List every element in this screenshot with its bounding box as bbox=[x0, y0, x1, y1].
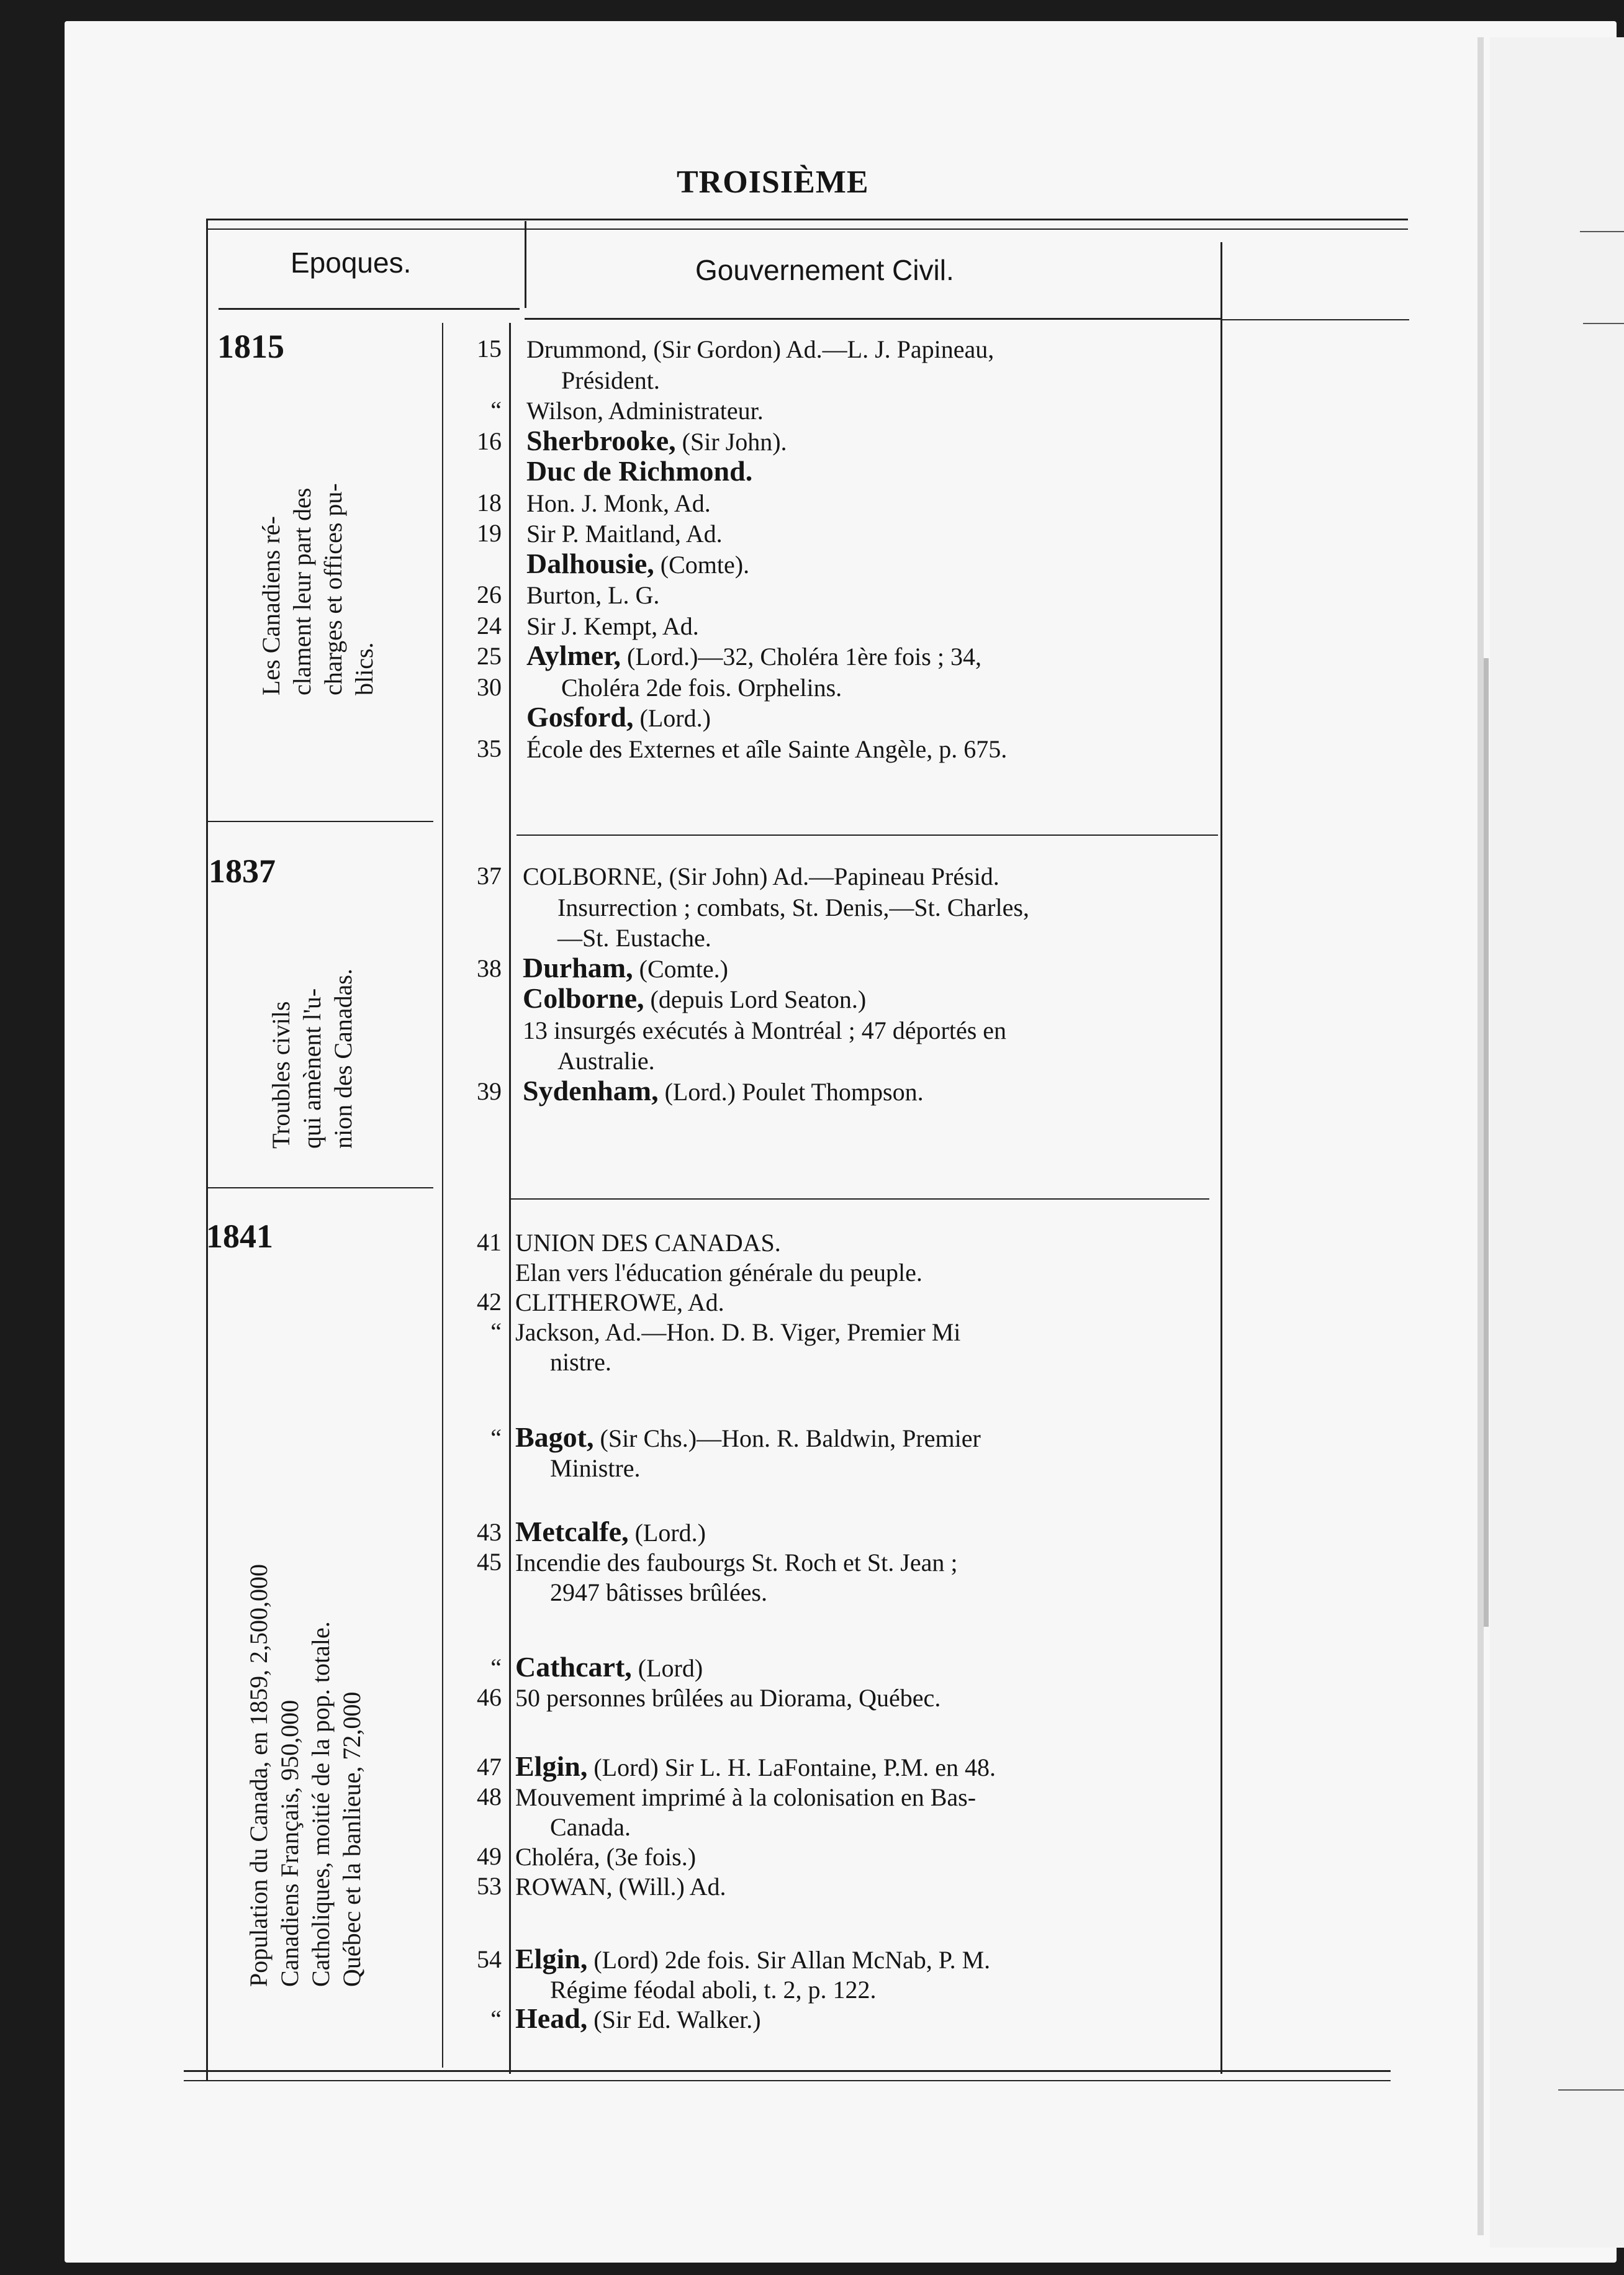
entry-row bbox=[515, 1546, 957, 1578]
period-note: Troubles civils qui amènent l'u- nion des Canadas. bbox=[267, 969, 357, 1149]
entry-year-number: “ bbox=[490, 2005, 502, 2033]
entry-text: Jackson, Ad.—Hon. D. B. Viger, Premier Mi bbox=[515, 1318, 961, 1346]
entry-text: Drummond, (Sir Gordon) Ad.—L. J. Papineau, bbox=[526, 335, 995, 363]
entry-row bbox=[515, 1870, 726, 1902]
entry-row bbox=[526, 487, 711, 518]
entry-text: ROWAN, (Will.) Ad. bbox=[515, 1873, 726, 1901]
entry-year-number: 35 bbox=[477, 734, 502, 762]
page-gutter bbox=[1477, 37, 1484, 2235]
governor-name: Head, bbox=[515, 2002, 588, 2034]
entry-text: Hon. J. Monk, Ad. bbox=[526, 489, 711, 517]
entry-year-number: 46 bbox=[477, 1683, 502, 1711]
entry-year-number: 25 bbox=[477, 642, 502, 670]
entry-row bbox=[526, 579, 659, 610]
entry-text: Choléra 2de fois. Orphelins. bbox=[561, 673, 842, 702]
entry-year-number: 45 bbox=[477, 1548, 502, 1576]
entry-row bbox=[526, 610, 699, 641]
entry-year-number: 49 bbox=[477, 1842, 502, 1870]
governor-name: Gosford, bbox=[526, 701, 634, 733]
entry-text: Sir J. Kempt, Ad. bbox=[526, 612, 699, 640]
table-bottom-rule bbox=[184, 2070, 1391, 2072]
entry-row bbox=[515, 1840, 696, 1872]
column-header-gouvernement: Gouvernement Civil. bbox=[695, 254, 954, 286]
entry-text: Elan vers l'éducation générale du peuple. bbox=[515, 1259, 923, 1287]
entry-text: Sir P. Maitland, Ad. bbox=[526, 520, 723, 548]
entry-year-number: 41 bbox=[477, 1228, 502, 1256]
entry-row bbox=[515, 1226, 781, 1258]
entry-text: (Lord.)—32, Choléra 1ère fois ; 34, bbox=[621, 643, 981, 671]
entry-row bbox=[515, 1422, 981, 1454]
entry-year-number: 30 bbox=[477, 672, 502, 701]
entry-year-number: 19 bbox=[477, 519, 502, 547]
entry-year-number: 53 bbox=[477, 1872, 502, 1900]
entry-row bbox=[526, 364, 660, 396]
entry-text: (Comte.) bbox=[633, 954, 728, 983]
entry-text: (Lord) Sir L. H. LaFontaine, P.M. en 48. bbox=[587, 1753, 996, 1781]
facing-page-rule bbox=[1580, 231, 1624, 232]
entry-text: Régime féodal aboli, t. 2, p. 122. bbox=[550, 1976, 877, 2004]
entry-text: Président. bbox=[561, 366, 660, 394]
entry-row bbox=[515, 1681, 941, 1713]
entry-text: nistre. bbox=[550, 1348, 611, 1376]
table-bottom-rule-double bbox=[184, 2080, 1391, 2081]
table-top-rule-double bbox=[207, 228, 1408, 230]
header-divider bbox=[525, 221, 526, 308]
governor-name: Metcalfe, bbox=[515, 1516, 629, 1547]
entry-row bbox=[515, 1316, 960, 1347]
entry-row bbox=[515, 1973, 876, 2005]
entry-text: Canada. bbox=[550, 1813, 631, 1841]
period-note: Population du Canada, en 1859, 2,500,000 Canadiens Français, 950,000 Catholiques, moitié de la pop. totale. Québec et la banlieue, 72,000 bbox=[245, 1563, 366, 1987]
entry-year-number: “ bbox=[490, 396, 502, 424]
entry-row bbox=[526, 733, 1007, 764]
entry-year-number: 26 bbox=[477, 581, 502, 608]
entry-year-number: 39 bbox=[477, 1077, 502, 1105]
governor-name: Sherbrooke, bbox=[526, 424, 676, 456]
entry-row bbox=[526, 394, 764, 426]
entry-text: Wilson, Administrateur. bbox=[526, 397, 764, 425]
entry-row bbox=[515, 1751, 996, 1783]
entry-year-number: 47 bbox=[477, 1753, 502, 1781]
entry-text: École des Externes et aîle Sainte Angèle, p. 675. bbox=[526, 735, 1008, 763]
entry-row bbox=[515, 1452, 641, 1483]
header-bottom-rule-left bbox=[219, 308, 520, 310]
entry-text: Ministre. bbox=[550, 1454, 641, 1482]
entry-row bbox=[515, 1576, 767, 1608]
entry-year-number: 43 bbox=[477, 1518, 502, 1546]
entry-text: Mouvement imprimé à la colonisation en Bas- bbox=[515, 1783, 977, 1811]
entry-text: (Sir John). bbox=[675, 427, 787, 456]
entry-row bbox=[526, 671, 842, 703]
entry-row bbox=[515, 1943, 990, 1975]
entry-row bbox=[515, 1286, 724, 1318]
entry-text: Incendie des faubourgs St. Roch et St. Jean ; bbox=[515, 1549, 958, 1576]
entry-year-number: 37 bbox=[477, 862, 502, 890]
entry-text: (Lord.) bbox=[633, 704, 711, 732]
entry-row bbox=[523, 891, 1029, 923]
column-header-epoques: Epoques. bbox=[291, 246, 412, 279]
entry-text: Choléra, (3e fois.) bbox=[515, 1843, 697, 1871]
period-separator-right bbox=[510, 1198, 1209, 1200]
entry-year-number: 15 bbox=[477, 335, 502, 363]
entry-row bbox=[523, 952, 728, 984]
entry-row bbox=[523, 1075, 924, 1107]
entry-text: (Sir Chs.)—Hon. R. Baldwin, Premier bbox=[593, 1424, 981, 1452]
entry-year-number: 16 bbox=[477, 427, 502, 455]
entry-year-number: 24 bbox=[477, 611, 502, 640]
entry-year-number: “ bbox=[490, 1318, 502, 1346]
period-year: 1837 bbox=[209, 853, 276, 890]
period-separator-right bbox=[517, 834, 1218, 836]
entry-row bbox=[526, 517, 723, 549]
entry-row bbox=[523, 1014, 1006, 1046]
entry-text: CLITHEROWE, Ad. bbox=[515, 1288, 724, 1316]
facing-page-edge bbox=[1490, 37, 1624, 2248]
entry-row bbox=[523, 983, 866, 1015]
entry-year-number: 54 bbox=[477, 1945, 502, 1973]
table-left-border bbox=[206, 219, 208, 2081]
period-year: 1841 bbox=[206, 1218, 273, 1255]
entry-row bbox=[526, 425, 787, 457]
governor-name: Dalhousie, bbox=[526, 547, 654, 579]
entry-row bbox=[515, 1516, 706, 1548]
entry-year-number: 38 bbox=[477, 954, 502, 982]
outer-rule bbox=[1220, 319, 1409, 320]
entry-row bbox=[526, 548, 749, 580]
binding-shadow bbox=[1484, 658, 1489, 1627]
entry-text: 50 personnes brûlées au Diorama, Québec. bbox=[515, 1684, 941, 1712]
governor-name: Aylmer, bbox=[526, 640, 621, 671]
entry-text: (Comte). bbox=[654, 550, 750, 579]
entry-year-number: 18 bbox=[477, 488, 502, 517]
governor-name: Cathcart, bbox=[515, 1651, 632, 1683]
entry-year-number: 42 bbox=[477, 1288, 502, 1316]
entry-text: Burton, L. G. bbox=[526, 581, 660, 609]
entry-text: 13 insurgés exécutés à Montréal ; 47 déportés en bbox=[523, 1016, 1007, 1044]
governor-name: Elgin, bbox=[515, 1943, 588, 1974]
entry-text: (depuis Lord Seaton.) bbox=[644, 985, 867, 1013]
entry-year-number: “ bbox=[490, 1424, 502, 1452]
entry-row bbox=[515, 1811, 631, 1842]
facing-page-rule bbox=[1558, 2089, 1624, 2091]
entry-row bbox=[515, 1781, 976, 1812]
entry-row bbox=[526, 333, 994, 364]
entry-row bbox=[523, 860, 999, 892]
governor-name: Durham, bbox=[523, 951, 633, 984]
entry-text: UNION DES CANADAS. bbox=[515, 1229, 781, 1257]
entry-row bbox=[515, 1256, 923, 1288]
governor-name: Sydenham, bbox=[523, 1074, 659, 1106]
entry-text: Australie. bbox=[557, 1047, 655, 1075]
period-separator-left bbox=[207, 821, 433, 822]
entry-year-number: “ bbox=[490, 1653, 502, 1681]
period-note: Les Canadiens ré- clament leur part des charges et offices pu- blics. bbox=[257, 483, 378, 695]
period-separator-left bbox=[207, 1187, 433, 1188]
entry-text: —St. Eustache. bbox=[557, 924, 711, 952]
entry-row bbox=[526, 702, 711, 733]
entry-row bbox=[515, 1652, 703, 1683]
page-title: TROISIÈME bbox=[677, 165, 869, 200]
entry-row bbox=[523, 921, 711, 953]
governor-name: Duc de Richmond. bbox=[526, 455, 753, 487]
period-year: 1815 bbox=[217, 328, 284, 365]
governor-name: Elgin, bbox=[515, 1750, 588, 1782]
entry-text: (Lord) 2de fois. Sir Allan McNab, P. M. bbox=[587, 1946, 991, 1974]
governor-name: Bagot, bbox=[515, 1421, 594, 1453]
entry-row bbox=[523, 1044, 655, 1076]
entry-text: (Lord.) Poulet Thompson. bbox=[658, 1077, 924, 1106]
entry-text: (Lord.) bbox=[628, 1519, 706, 1547]
entry-row bbox=[515, 1346, 611, 1377]
table-right-border bbox=[1220, 242, 1222, 2074]
entry-row bbox=[526, 640, 981, 672]
entry-text: 2947 bâtisses brûlées. bbox=[550, 1578, 767, 1606]
entry-text: Insurrection ; combats, St. Denis,—St. Charles, bbox=[557, 893, 1029, 921]
governor-name: Colborne, bbox=[523, 982, 644, 1014]
entry-row bbox=[526, 456, 752, 487]
entry-row bbox=[515, 2003, 761, 2035]
facing-page-rule bbox=[1583, 323, 1624, 324]
header-bottom-rule-right bbox=[525, 318, 1220, 320]
entry-text: COLBORNE, (Sir John) Ad.—Papineau Présid. bbox=[523, 862, 999, 890]
entry-text: (Sir Ed. Walker.) bbox=[587, 2006, 761, 2033]
entry-text: (Lord) bbox=[631, 1654, 703, 1682]
entry-year-number: 48 bbox=[477, 1783, 502, 1811]
table-top-rule bbox=[207, 219, 1408, 220]
